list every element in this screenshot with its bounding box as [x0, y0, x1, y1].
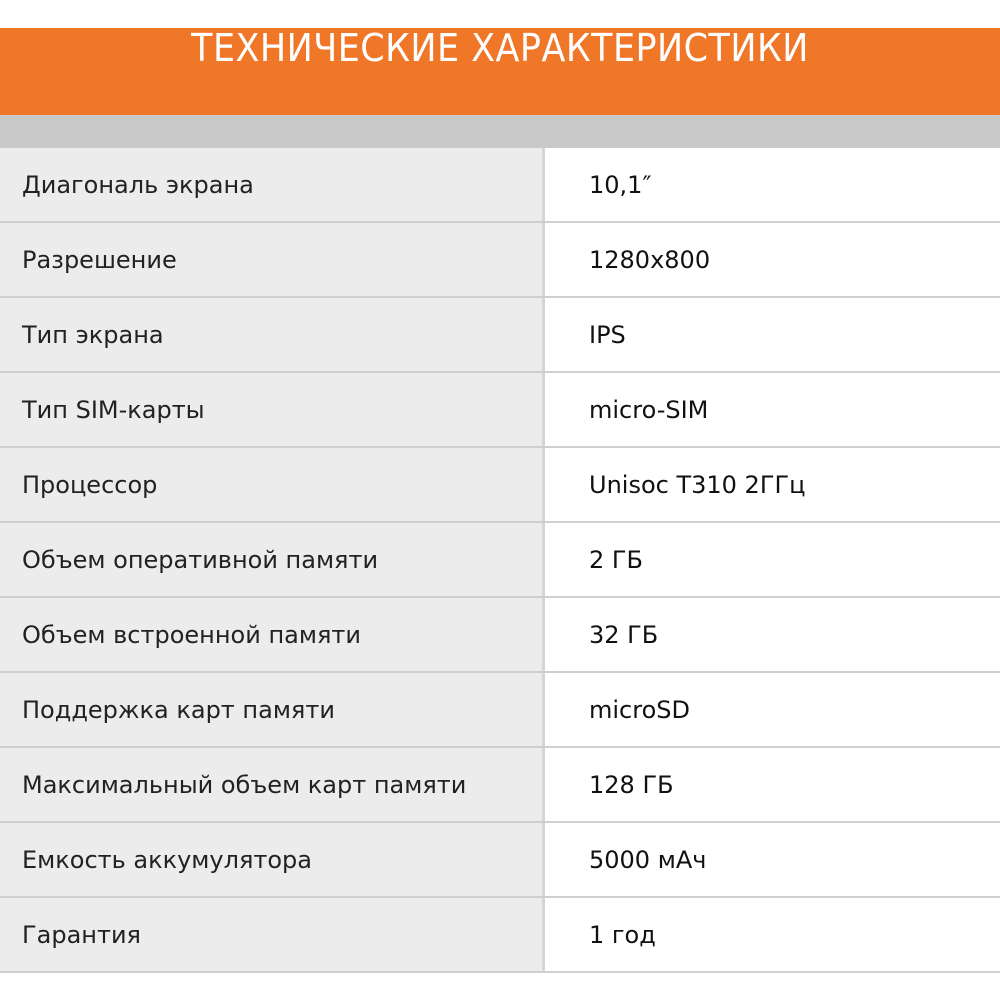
- spec-label: Поддержка карт памяти: [0, 673, 545, 746]
- spec-value: Unisoc T310 2ГГц: [545, 448, 1000, 521]
- top-margin: [0, 0, 1000, 28]
- spec-row: [0, 523, 1000, 598]
- spec-value: 128 ГБ: [545, 748, 1000, 821]
- spec-label: Тип SIM-карты: [0, 373, 545, 446]
- spec-value: IPS: [545, 298, 1000, 371]
- spec-label: Гарантия: [0, 898, 545, 971]
- spec-label: Объем оперативной памяти: [0, 523, 545, 596]
- spec-row: [0, 673, 1000, 748]
- header-banner: [0, 28, 1000, 115]
- spec-value: 1280x800: [545, 223, 1000, 296]
- spec-value: 5000 мАч: [545, 823, 1000, 896]
- spec-row: [0, 748, 1000, 823]
- spec-row: [0, 448, 1000, 523]
- spec-row: [0, 898, 1000, 973]
- header-divider-band: [0, 115, 1000, 148]
- spec-value: 32 ГБ: [545, 598, 1000, 671]
- spec-row: [0, 823, 1000, 898]
- spec-label: Емкость аккумулятора: [0, 823, 545, 896]
- spec-value: 10,1″: [545, 148, 1000, 221]
- spec-label: Максимальный объем карт памяти: [0, 748, 545, 821]
- spec-row: [0, 148, 1000, 223]
- spec-label: Тип экрана: [0, 298, 545, 371]
- page-title: ТЕХНИЧЕСКИЕ ХАРАКТЕРИСТИКИ: [191, 26, 809, 70]
- spec-label: Разрешение: [0, 223, 545, 296]
- spec-value: 2 ГБ: [545, 523, 1000, 596]
- spec-row: [0, 373, 1000, 448]
- spec-row: [0, 598, 1000, 673]
- spec-row: [0, 223, 1000, 298]
- spec-label: Диагональ экрана: [0, 148, 545, 221]
- spec-row: [0, 298, 1000, 373]
- spec-value: 1 год: [545, 898, 1000, 971]
- spec-table: [0, 148, 1000, 973]
- spec-value: micro-SIM: [545, 373, 1000, 446]
- spec-label: Объем встроенной памяти: [0, 598, 545, 671]
- spec-value: microSD: [545, 673, 1000, 746]
- spec-label: Процессор: [0, 448, 545, 521]
